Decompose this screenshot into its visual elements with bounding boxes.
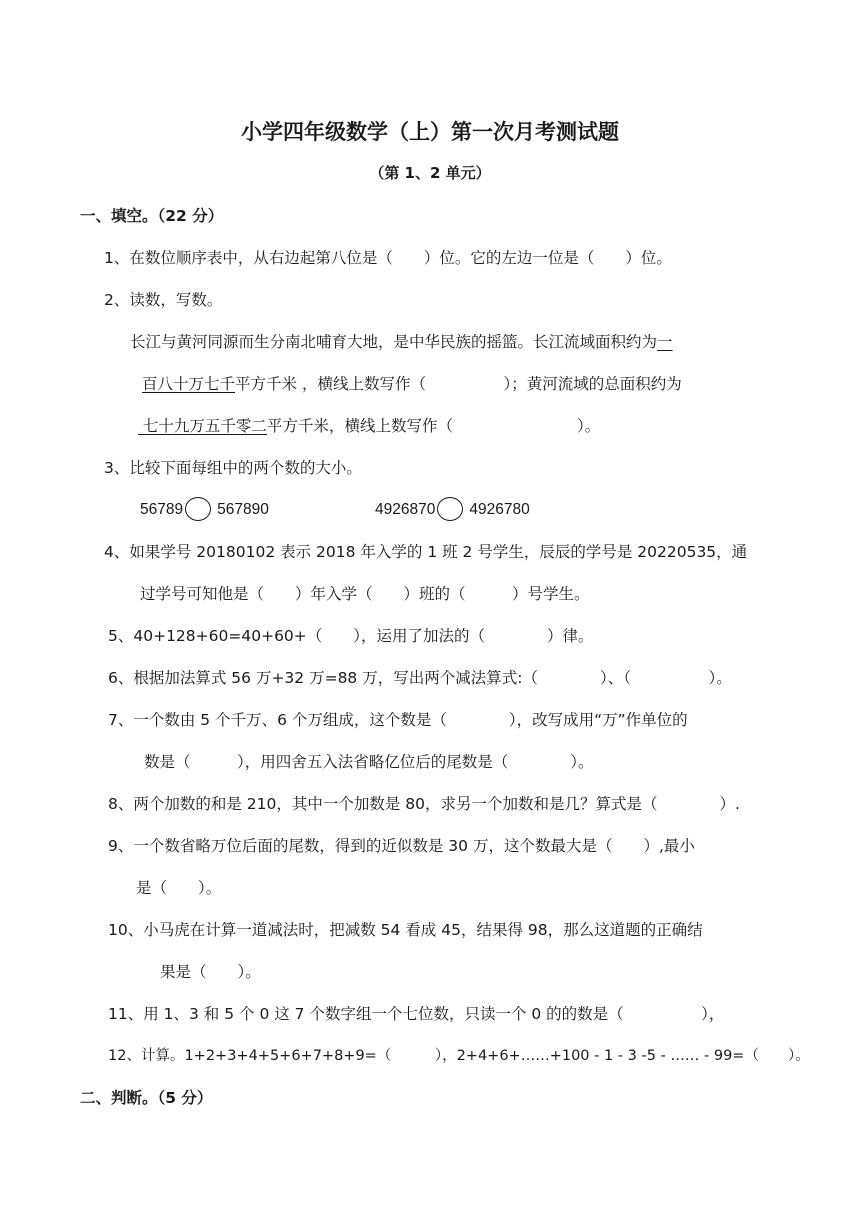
underlined-number-words: 一 [657,333,673,351]
question-4-line-2: 过学号可知他是（ ）年入学（ ）班的（ ）号学生。 [140,585,590,603]
question-1: 1、在数位顺序表中，从右边起第八位是（ ）位。它的左边一位是（ ）位。 [104,249,672,267]
question-9-line-2: 是（ ）。 [136,879,222,897]
question-6: 6、根据加法算式 56 万+32 万=88 万，写出两个减法算式:（ ）、（ ）。 [108,669,732,687]
question-2: 2、读数，写数。 [104,291,223,309]
question-3: 3、比较下面每组中的两个数的大小。 [104,459,362,477]
compare-number: 4926780 [469,501,530,519]
question-5: 5、40+128+60=40+60+（ ），运用了加法的（ ）律。 [108,627,594,645]
compare-circle[interactable] [437,497,463,521]
compare-number: 56789 [140,501,184,519]
question-2-passage-line-2 [142,373,682,395]
question-11: 11、用 1、3 和 5 个 0 这 7 个数字组一个七位数，只读一个 0 的的数是（ ）， [108,1005,725,1023]
section-heading-judgement: 二、判断。（5 分） [80,1089,213,1107]
section-heading-fill-blank: 一、填空。（22 分） [80,207,224,225]
question-4-line-1: 4、如果学号 20180102 表示 2018 年入学的 1 班 2 号学生，辰辰的学号是 20220535，通 [104,543,748,561]
compare-number: 567890 [217,501,269,519]
page-subtitle: （第 1、2 单元） [369,164,491,182]
passage-text: 平方千米 ，横线上数写作（ ）；黄河流域的总面积约为 [235,375,682,393]
passage-text: 长江与黄河同源而生分南北哺育大地，是中华民族的摇篮。长江流域面积约为 [130,333,658,351]
compare-circle[interactable] [185,497,211,521]
compare-number: 4926870 [375,501,436,519]
question-12: 12、计算。1+2+3+4+5+6+7+8+9=（ ），2+4+6+……+100 - 1 - 3 -5 - …… - 99=（ ）。 [108,1048,810,1064]
passage-text: 平方千米，横线上数写作（ ）。 [266,417,601,435]
question-2-passage-line-3 [138,415,600,437]
question-2-passage-line-1 [130,331,673,353]
question-7-line-2: 数是（ ），用四舍五入法省略亿位后的尾数是（ ）。 [144,753,594,771]
underlined-number-words: 七十九万五千零二 [138,417,267,435]
question-8: 8、两个加数的和是 210，其中一个加数是 80，求另一个加数和是几？算式是（ ）. [108,795,740,813]
question-10-line-2: 果是（ ）。 [160,963,261,981]
compare-pair-2 [375,498,530,522]
question-10-line-1: 10、小马虎在计算一道减法时，把减数 54 看成 45，结果得 98，那么这道题的正确结 [108,921,703,939]
page-title: 小学四年级数学（上）第一次月考测试题 [241,120,619,144]
question-9-line-1: 9、一个数省略万位后面的尾数，得到的近似数是 30 万，这个数最大是（ ）,最小 [108,837,695,855]
question-7-line-1: 7、一个数由 5 个千万、6 个万组成，这个数是（ ），改写成用“万”作单位的 [108,711,688,729]
underlined-number-words: 百八十万七千 [142,375,236,393]
compare-pair-1 [140,498,269,522]
